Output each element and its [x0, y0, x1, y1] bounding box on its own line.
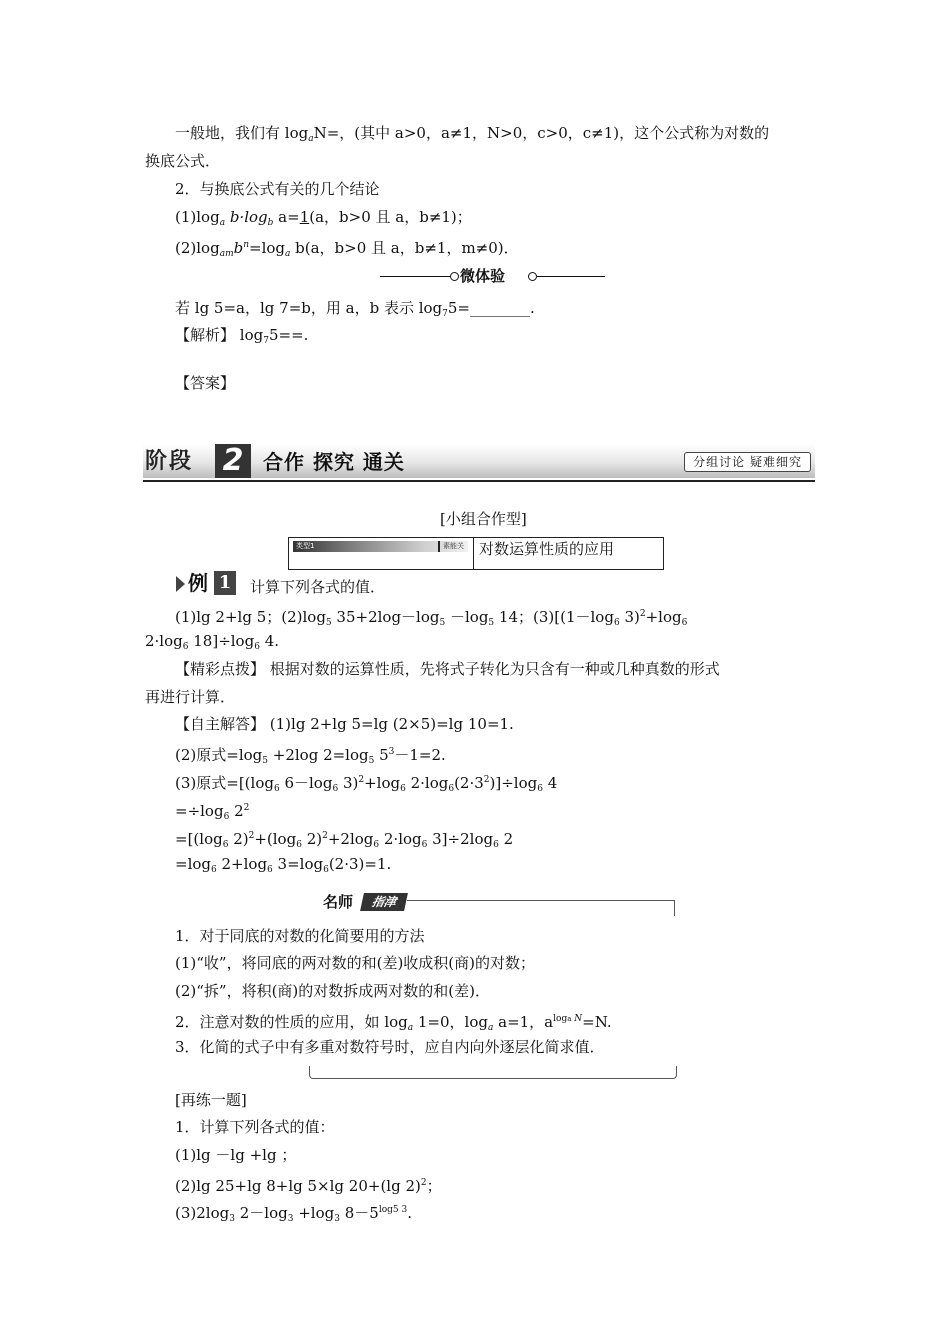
example-prompt: 计算下列各式的值．: [250, 578, 386, 596]
example-arrow-icon: [176, 576, 185, 592]
example-line-1: (1)lg 2+lg 5；$(2)\log_5$ $35+2\log-\log_5 -\log_5$ 14；$(3)[(1-\log_6$ $3)^2+\log_6$: [175, 608, 688, 628]
practice-item-3: $(3)2\log_3$ $2-\log_3 +\log_3$ $8-5^{log5 3}$.: [175, 1204, 412, 1224]
intro-line-1: 一般地，我们有 $\log_aN=$，(其中 a>0，a≠1，N>0，c>0，c≠1)，这个公式称为对数的: [175, 124, 770, 144]
solution-line-6: $=\log_6$ $2+\log_6$ $3=\log_6(2\cdot 3)=1$.: [175, 855, 392, 875]
practice-question: 1．计算下列各式的值：: [175, 1118, 335, 1136]
tips-line-2: (1)“收”，将同底的两对数的和(差)收成积(商)的对数；: [175, 954, 535, 972]
practice-item-1: (1)lg －lg +lg ；: [175, 1146, 297, 1164]
conclusion-item-1: $(1)\log_a$ $b\cdot\log_b$ a=1(a，b>0 且 a，b≠1)；: [175, 208, 472, 228]
mini-question: 若 lg 5=a，lg 7=b，用 a，b 表示 $\log_75=\_\_\_\_\_\_\_\_$.: [175, 299, 535, 319]
solution-line-3: (3)原式$=[(\log_6$ $6-\log_6$ $3)^2+\log_6$ $2\cdot\log_6(2\cdot 3^2)]\div\log_6$ 4: [175, 774, 558, 794]
divider-label: 微体验: [460, 267, 506, 285]
banner-title: 合作 探究 通关: [263, 450, 405, 474]
divider-dot-left: [450, 272, 459, 281]
mini-analysis: 【解析】 $\log_75==$.: [175, 326, 309, 346]
divider-line-left: [380, 276, 450, 277]
tips-line-5: 3．化简的式子中有多重对数符号时，应自内向外逐层化简求值．: [175, 1038, 605, 1056]
hint-line-2: 再进行计算．: [145, 688, 236, 706]
example-number: 1: [214, 571, 236, 595]
mini-experience-divider: [380, 265, 605, 289]
divider-dot-right: [528, 272, 537, 281]
conclusion-item-2: $(2)\log_{am}b^n=\log_a$ b(a，b>0 且 a，b≠1，m≠0)．: [175, 239, 519, 259]
stage-banner: [143, 444, 815, 482]
solution-line-5: $=[(\log_6$ $2)^2+(\log_6$ $2)^2+2\log_6$ $2\cdot\log_6$ $3]\div 2\log_6$ 2: [175, 830, 514, 850]
solution-line-1: 【自主解答】 (1)lg 2+lg 5=lg (2×5)=lg 10=1.: [175, 715, 514, 733]
example-word: 例: [188, 571, 208, 595]
conclusion-heading: 2．与换底公式有关的几个结论: [175, 180, 380, 198]
practice-label: [再练一题]: [175, 1091, 247, 1109]
tips-frame-right: [674, 900, 675, 916]
tips-frame-bottom: [309, 1066, 677, 1079]
example-line-2: $2\cdot\log_6$ $18]\div\log_6$ 4.: [145, 632, 280, 652]
intro-line-2: 换底公式．: [145, 152, 221, 170]
solution-line-2: (2)原式$=\log_5 +2\log$ $2=\log_5$ $5^3-1=2$.: [175, 746, 446, 766]
group-type-label: [小组合作型]: [440, 510, 527, 528]
type-key-cell: [289, 538, 474, 569]
type-key-bar: [293, 541, 468, 552]
hint-line-1: 【精彩点拨】 根据对数的运算性质，先将式子转化为只含有一种或几种真数的形式: [175, 660, 720, 678]
type-title: 对数运算性质的应用: [479, 540, 615, 558]
type-key-divider: [438, 541, 440, 552]
tips-title-badge: 指津: [360, 893, 408, 911]
tips-line-4: 2．注意对数的性质的应用，如 $\log_a 1=0$，$\log_a a=1$，$a^{loga}$ $^N$=N.: [175, 1013, 612, 1033]
mini-answer-label: 【答案】: [175, 374, 236, 392]
tips-title: 名师: [323, 893, 354, 911]
banner-tag: 分组讨论 疑难细究: [684, 452, 811, 472]
banner-stage-label: 阶段: [145, 449, 194, 474]
divider-line-right: [537, 276, 605, 277]
tips-line-1: 1．对于同底的对数的化简要用的方法: [175, 927, 425, 945]
type-key-label: 类型1: [296, 542, 315, 550]
type-key-label-2: 素能关: [443, 542, 464, 550]
type-box: [288, 537, 664, 570]
tips-frame-top: [407, 900, 675, 901]
solution-line-4: $=\div\log_6$ $2^2$: [175, 802, 250, 822]
tips-line-3: (2)“拆”，将积(商)的对数拆成两对数的和(差)．: [175, 982, 490, 1000]
banner-stage-number: 2: [215, 444, 251, 478]
practice-item-2: (2)lg 25+lg 8+lg 5×lg 20+(lg 2)$^2$；: [175, 1177, 442, 1195]
